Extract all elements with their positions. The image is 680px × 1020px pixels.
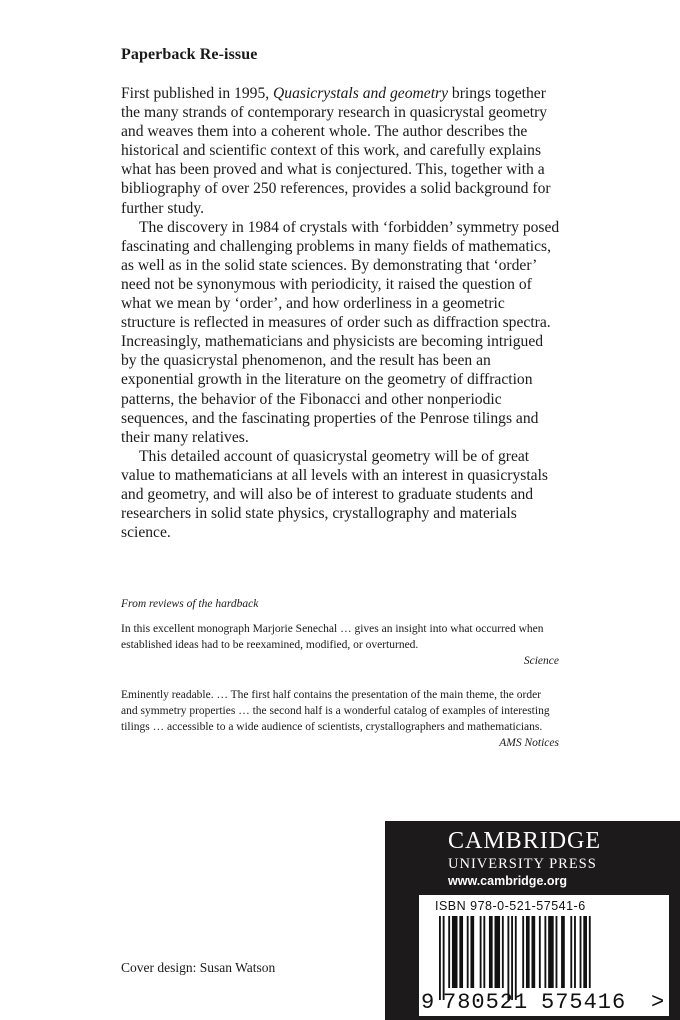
barcode-bar xyxy=(467,916,469,988)
book-description xyxy=(121,84,560,542)
description-paragraph-1 xyxy=(121,84,560,218)
barcode-bar xyxy=(443,916,445,1000)
description-paragraph-2: The discovery in 1984 of crystals with ‘forbidden’ symmetry posed fascinating and challenging problems in many fields of mathematics, as well as in the solid state sciences. By demonstrating that ‘order’ need not be synonymous with periodicity, it raised the question of what we mean by ‘order’, and how orderliness in a geometric structure is reflected in measures of order such as diffraction spectra. Increasingly, mathematicians and physicists are becoming intrigued by the quasicrystal phenomenon, and the result has been an exponential growth in the literature on the geometry of diffraction patterns, the behavior of the Fibonacci and other nonperiodic sequences, and the fascinating properties of the Penrose tilings and their many relatives. xyxy=(121,218,560,446)
review-source: Science xyxy=(523,655,559,667)
barcode-bar xyxy=(489,916,493,988)
barcode-bar xyxy=(483,916,485,988)
review-text: Eminently readable. … The first half contains the presentation of the main theme, the order and symmetry properties … the second half is a wonderful catalog of examples of interesting tilings … accessible to a wide audience of scientists, crystallographers and mathematicians. xyxy=(121,689,550,733)
review-source: AMS Notices xyxy=(499,737,559,749)
barcode-lead-digit: 9 xyxy=(421,990,435,1015)
barcode-bar xyxy=(570,916,572,988)
barcode-bar xyxy=(502,916,504,988)
cover-credit: Cover design: Susan Watson xyxy=(121,960,276,975)
barcode-bar xyxy=(511,916,513,1000)
publisher-name: CAMBRIDGE xyxy=(448,828,602,854)
barcode-bars xyxy=(431,916,657,1000)
barcode-bar xyxy=(589,916,591,988)
review-text: In this excellent monograph Marjorie Senechal … gives an insight into what occurred when established ideas had to be reexamined, modified, or overturned. xyxy=(121,623,544,651)
barcode-bar xyxy=(548,916,554,988)
barcode-bar xyxy=(495,916,501,988)
barcode-bar xyxy=(574,916,576,988)
reviews-title: From reviews of the hardback xyxy=(121,598,259,610)
publisher-sub: UNIVERSITY PRESS xyxy=(448,856,597,872)
barcode xyxy=(419,895,669,1016)
barcode-bar xyxy=(556,916,558,988)
barcode-end-mark: > xyxy=(651,990,665,1015)
barcode-bar xyxy=(580,916,582,988)
barcode-bar xyxy=(480,916,482,988)
barcode-group-2: 575416 xyxy=(541,990,627,1015)
isbn-label: ISBN 978-0-521-57541-6 xyxy=(435,899,586,913)
barcode-bar xyxy=(583,916,587,988)
p1-prefix: First published in 1995, xyxy=(121,85,274,102)
barcode-bar xyxy=(507,916,509,1000)
barcode-bar xyxy=(544,916,546,988)
description-paragraph-3: This detailed account of quasicrystal geometry will be of great value to mathematicians at all levels with an interest in quasicrystals and geometry, and will also be of interest to graduate students and researchers in solid state physics, crystallography and materials science. xyxy=(121,447,548,542)
publisher-url: www.cambridge.org xyxy=(448,874,568,888)
publisher-box xyxy=(385,821,680,1020)
book-title: Quasicrystals and geometry xyxy=(273,85,449,102)
barcode-bar xyxy=(452,916,458,988)
barcode-bar xyxy=(515,916,517,1000)
barcode-group-1: 780521 xyxy=(443,990,529,1015)
barcode-bar xyxy=(532,916,536,988)
barcode-bar xyxy=(561,916,565,988)
p1-rest: brings together the many strands of contemporary research in quasicrystal geometry and weaves them into a coherent whole. The author describes the historical and scientific context of this work, and carefully explains what has been proved and what is conjectured. This, together with a bibliography of over 250 references, provides a solid background for further study. xyxy=(121,85,551,217)
barcode-bar xyxy=(459,916,463,988)
heading: Paperback Re-issue xyxy=(121,46,258,63)
barcode-digits xyxy=(419,990,669,1014)
review-science xyxy=(121,621,559,669)
barcode-bar xyxy=(439,916,441,1000)
barcode-bar xyxy=(526,916,530,988)
barcode-bar xyxy=(470,916,474,988)
barcode-bar xyxy=(448,916,450,988)
barcode-bar xyxy=(522,916,524,988)
barcode-bar xyxy=(539,916,541,988)
review-ams xyxy=(121,687,559,751)
